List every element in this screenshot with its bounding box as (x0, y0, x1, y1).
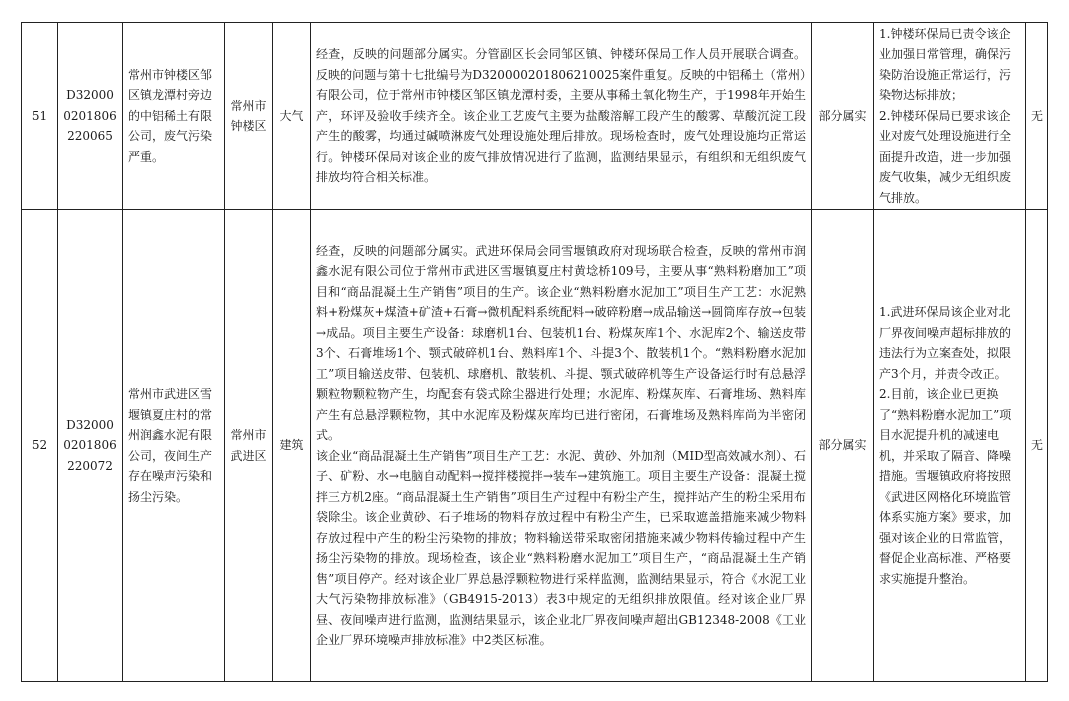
remark: 无 (1026, 23, 1048, 210)
investigation-result (311, 210, 812, 682)
row-index: 52 (22, 210, 58, 682)
case-code: D320000201806220065 (58, 23, 123, 210)
district: 常州市钟楼区 (225, 23, 273, 210)
verification-status: 部分属实 (812, 210, 874, 682)
remark: 无 (1026, 210, 1048, 682)
verification-status: 部分属实 (812, 23, 874, 210)
investigation-result (311, 23, 812, 210)
handling-measures (874, 23, 1026, 210)
complaint-table (21, 22, 1048, 682)
row-index: 51 (22, 23, 58, 210)
measure-item: 2.钟楼环保局已要求该企业对废气处理设施进行全面提升改造，进一步加强废气收集，减少无组织废气排放。 (879, 108, 1012, 205)
investigation-paragraph: 经查，反映的问题部分属实。分管副区长会同邹区镇、钟楼环保局工作人员开展联合调查。反映的问题与第十七批编号为D320000201806210025案件重复。反映的中铝稀土（常州）有限公司，位于常州市钟楼区邹区镇龙潭村委，主要从事稀土氧化物生产，于1998年开始生产，环评及验收手续齐全。该企业工艺废气主要为盐酸溶解工段产生的酸雾、草酸沉淀工段产生的酸雾，均通过碱喷淋废气处理设施处理后排放。现场检查时，废气处理设施均正常运行。钟楼环保局对该企业的废气排放情况进行了监测，监测结果显示，有组织和无组织废气排放均符合相关标准。 (316, 47, 806, 185)
measure-item: 1.钟楼环保局已责令该企业加强日常管理，确保污染防治设施正常运行，污染物达标排放； (879, 26, 1012, 103)
case-code: D320000201806220072 (58, 210, 123, 682)
complaint-subject: 常州市钟楼区邹区镇龙潭村旁边的中铝稀土有限公司，废气污染严重。 (123, 23, 225, 210)
investigation-paragraph: 经查，反映的问题部分属实。武进环保局会同雪堰镇政府对现场联合检查，反映的常州市润鑫水泥有限公司位于常州市武进区雪堰镇夏庄村黄埝桥109号，主要从事“熟料粉磨加工”项目和“商品混凝土生产销售”项目的生产。该企业“熟料粉磨水泥加工”项目生产工艺：水泥熟料+粉煤灰+煤渣+矿渣+石膏→微机配料系统配料→破碎粉磨→成品输送→圆筒库存放→包装→成品。项目主要生产设备：球磨机1台、包装机1台、粉煤灰库1个、水泥库2个、输送皮带3个、石膏堆场1个、颚式破碎机1台、熟料库1个、斗提3个、散装机1个。“熟料粉磨水泥加工”项目输送皮带、包装机、球磨机、散装机、斗提、颚式破碎机等生产设备运行时有总悬浮颗粒物颗粒物产生，均配套有袋式除尘器进行处理；水泥库、粉煤灰库、石膏堆场、熟料库产生有总悬浮颗粒物，其中水泥库及粉煤灰库均已进行密闭，石膏堆场及熟料库尚为半密闭式。 (316, 243, 806, 442)
complaint-subject: 常州市武进区雪堰镇夏庄村的常州润鑫水泥有限公司，夜间生产存在噪声污染和扬尘污染。 (123, 210, 225, 682)
pollution-type: 建筑 (273, 210, 311, 682)
measure-item: 2.目前，该企业已更换了“熟料粉磨水泥加工”项目水泥提升机的减速电机，并采取了隔音、降噪措施。雪堰镇政府将按照《武进区网格化环境监管体系实施方案》要求，加强对该企业的日常监管，督促企业高标准、严格要求实施提升整治。 (879, 387, 1012, 586)
table-row (22, 23, 1048, 210)
table-row (22, 210, 1048, 682)
investigation-paragraph: 该企业“商品混凝土生产销售”项目生产工艺：水泥、黄砂、外加剂（MID型高效减水剂）、石子、矿粉、水→电脑自动配料→搅拌楼搅拌→装车→建筑施工。项目主要生产设备：混凝土搅拌三方机2座。“商品混凝土生产销售”项目生产过程中有粉尘产生，搅拌站产生的粉尘采用布袋除尘。该企业黄砂、石子堆场的物料存放过程中有粉尘产生，已采取遮盖措施来减少物料存放过程中产生的粉尘污染物的排放；物料输送带采取密闭措施来减少物料传输过程中产生扬尘污染物的排放。现场检查，该企业“熟料粉磨水泥加工”项目生产，“商品混凝土生产销售”项目停产。经对该企业厂界总悬浮颗粒物进行采样监测，监测结果显示，符合《水泥工业大气污染物排放标准》（GB4915-2013）表3中规定的无组织排放限值。经对该企业厂界昼、夜间噪声进行监测，监测结果显示，该企业北厂界夜间噪声超出GB12348-2008《工业企业厂界环境噪声排放标准》中2类区标准。 (316, 448, 806, 647)
district: 常州市武进区 (225, 210, 273, 682)
handling-measures (874, 210, 1026, 682)
pollution-type: 大气 (273, 23, 311, 210)
measure-item: 1.武进环保局该企业对北厂界夜间噪声超标排放的违法行为立案查处，拟限产3个月，并责令改正。 (879, 305, 1012, 381)
